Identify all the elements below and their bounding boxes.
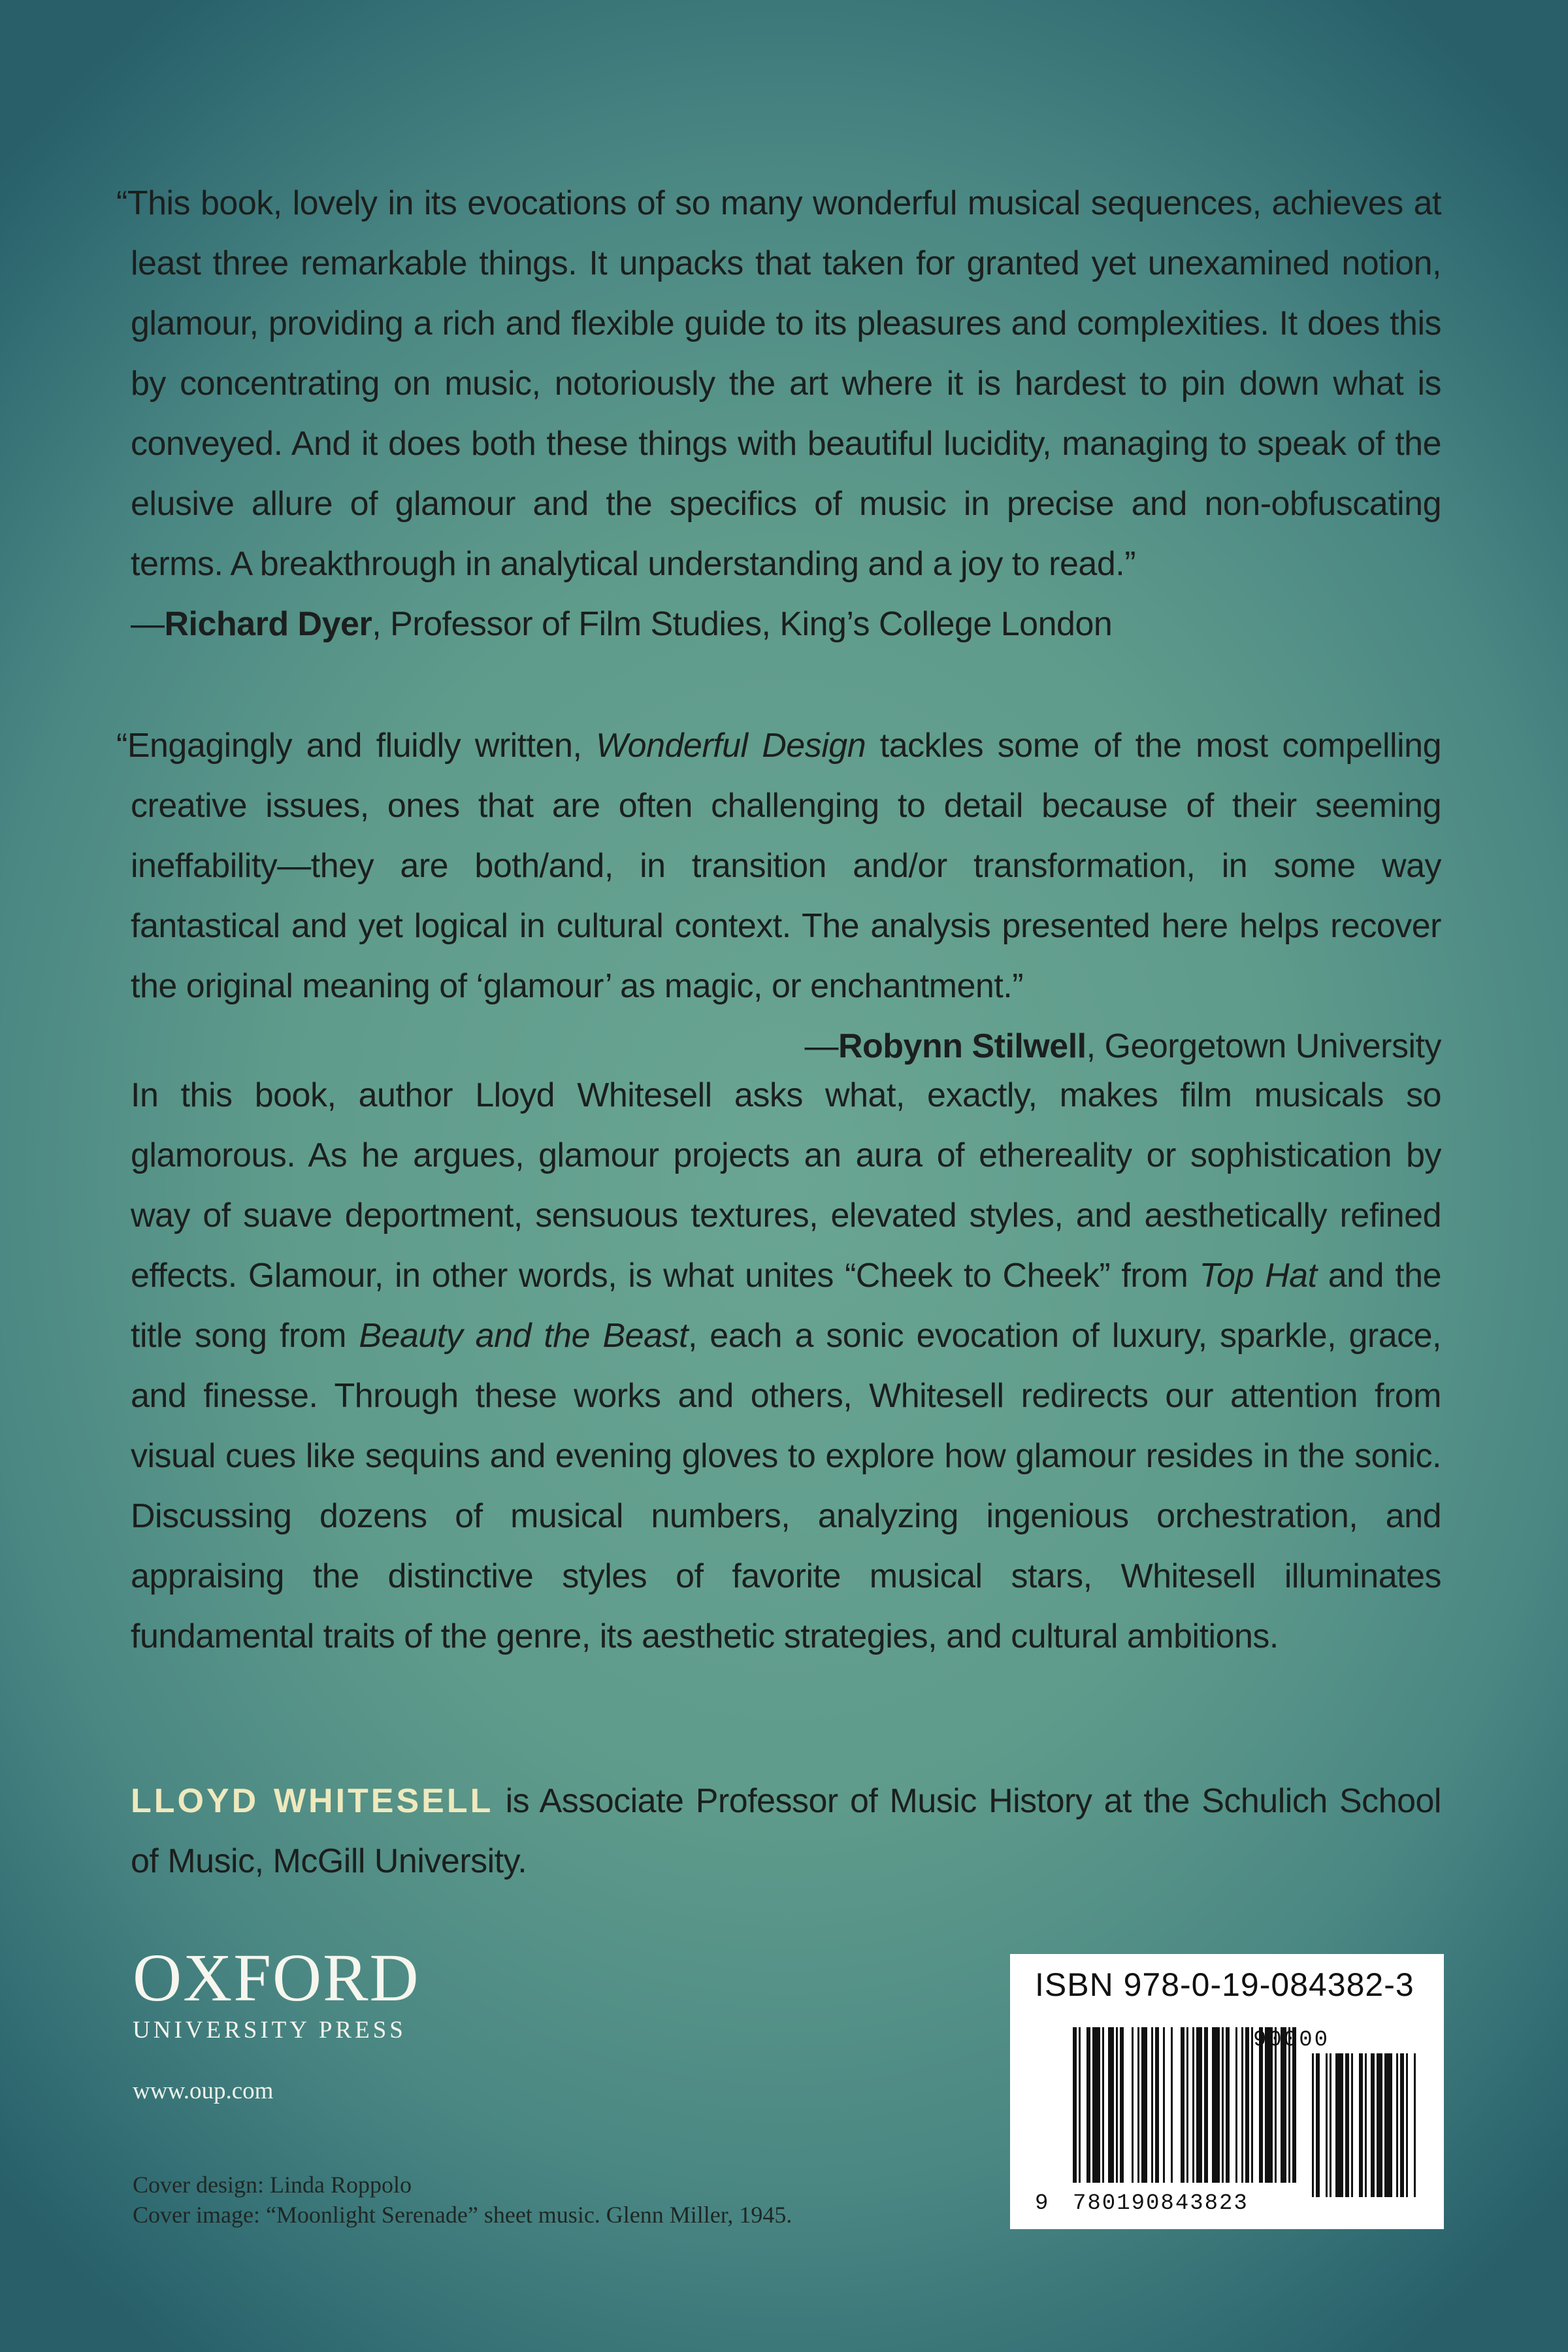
addon-bar [1414,2053,1416,2197]
barcode-bar [1212,2027,1220,2183]
addon-bar [1365,2053,1367,2197]
barcode-digits: 780190843823 [1073,2191,1249,2216]
addon-bar [1371,2053,1375,2197]
barcode-bar [1092,2027,1100,2183]
barcode-panel [1010,1954,1444,2229]
barcode-bar [1116,2027,1118,2183]
addon-bar [1406,2053,1408,2197]
description-text-3: , each a sonic evocation of luxury, sparkle, grace, and finesse. Through these works and others, Whitesell redirects our attention from visual cues like sequins and evening gloves to explore how glamour resides in the sonic. Discussing dozens of musical numbers, analyzing ingenious orchestration, and appraising the distinctive styles of favorite musical stars, Whitesell illuminates fundamental traits of the genre, its aesthetic strategies, and cultural ambitions. [131,1317,1442,1655]
barcode-graphic [1010,1954,1444,2229]
review-quote-2-affiliation: , Georgetown University [1086,1027,1441,1065]
barcode-bar [1192,2027,1194,2183]
review-quote-1-affiliation: , Professor of Film Studies, King’s College London [372,605,1113,643]
barcode-bar [1163,2027,1165,2183]
barcode-bar [1171,2027,1173,2183]
review-quote-2 [116,716,1442,1076]
cover-image-credit: Cover image: “Moonlight Serenade” sheet music. Glenn Miller, 1945. [133,2202,792,2228]
barcode-bar [1186,2027,1188,2183]
addon-bar [1335,2053,1343,2197]
addon-bar [1326,2053,1328,2197]
description-text-1: In this book, author Lloyd Whitesell asks what, exactly, makes film musicals so glamorous. As he argues, glamour projects an aura of ethereality or sophistication by way of suave deportment, sensuous textures, elevated styles, and aesthetically refined effects. Glamour, in other words, is what unites “Cheek to Cheek” from [131,1076,1441,1295]
barcode-first-digit: 9 [1035,2191,1049,2216]
barcode-bar [1155,2027,1159,2183]
barcode-bar [1108,2027,1114,2183]
author-bio [131,1771,1441,1891]
addon-bar [1384,2053,1392,2197]
review-quote-1-author: Richard Dyer [164,605,372,643]
review-quote-2-text-start: “Engagingly and fluidly written, [116,727,596,765]
barcode-bar [1120,2027,1124,2183]
barcode-bar [1151,2027,1153,2183]
barcode-bar [1241,2027,1243,2183]
addon-bar [1396,2053,1398,2197]
book-description [131,1065,1441,1666]
review-quote-2-attribution: —Robynn Stilwell, Georgetown University [804,1027,1441,1065]
barcode-bar [1235,2027,1237,2183]
addon-bar [1330,2053,1331,2197]
barcode-bar [1086,2027,1090,2183]
review-quote-2-book-title: Wonderful Design [596,727,866,765]
addon-bar [1316,2053,1320,2197]
barcode-bar [1141,2027,1147,2183]
barcode-bar [1102,2027,1104,2183]
price-code: 90000 [1253,2028,1330,2053]
review-quote-2-author: Robynn Stilwell [838,1027,1086,1065]
barcode-bar [1196,2027,1202,2183]
barcode-bar [1204,2027,1208,2183]
cover-credits [133,2170,792,2230]
publisher-subtitle: UNIVERSITY PRESS [133,2017,406,2044]
barcode-bar [1137,2027,1139,2183]
barcode-bar [1245,2027,1249,2183]
barcode-bar [1132,2027,1134,2183]
addon-bar [1359,2053,1363,2197]
addon-bar [1312,2053,1314,2197]
isbn-label: ISBN 978-0-19-084382-3 [1035,1966,1414,2003]
publisher-website: www.oup.com [133,2078,274,2104]
review-quote-2-text [116,716,1442,1065]
cover-design-credit: Cover design: Linda Roppolo [133,2172,412,2198]
review-quote-2-text-end: tackles some of the most compelling creative issues, ones that are often challenging to detail because of their seeming ineffability—they are both/and, in transition and/or transformation, in some way fantastical and yet logical in cultural context. The analysis presented here helps recover the original meaning of ‘glamour’ as magic, or enchantment.” [131,727,1442,1005]
review-quote-1-attribution: —Richard Dyer, Professor of Film Studies, King’s College London [131,605,1113,643]
barcode-bar [1181,2027,1184,2183]
addon-barcode-bars [1312,2053,1416,2197]
description-film-title-2: Beauty and the Beast [359,1317,688,1355]
addon-bar [1400,2053,1404,2197]
addon-bar [1377,2053,1382,2197]
author-name: LLOYD WHITESELL [131,1782,494,1820]
publisher-logo [133,1940,420,2044]
description-film-title-1: Top Hat [1199,1257,1317,1295]
barcode-bar [1073,2027,1077,2183]
barcode-bar [1079,2027,1081,2183]
description-text-2: and the title song from [131,1257,1441,1355]
publisher-name: OXFORD [133,1940,420,2015]
review-quote-1 [116,173,1441,654]
addon-bar [1345,2053,1349,2197]
addon-bar [1351,2053,1353,2197]
review-quote-1-text: “This book, lovely in its evocations of so many wonderful musical sequences, achieves at least three remarkable things. It unpacks that taken for granted yet unexamined notion, glamour, providing a rich and flexible guide to its pleasures and complexities. It does this by concentrating on music, notoriously the art where it is hardest to pin down what is conveyed. And it does both these things with beautiful lucidity, managing to speak of the elusive allure of glamour and the specifics of music in precise and non-obfuscating terms. A breakthrough in analytical understanding and a joy to read.” [116,184,1441,583]
barcode-bar [1226,2027,1230,2183]
author-bio-text: is Associate Professor of Music History at the Schulich School of Music, McGill University. [131,1782,1441,1880]
barcode-bar [1222,2027,1224,2183]
